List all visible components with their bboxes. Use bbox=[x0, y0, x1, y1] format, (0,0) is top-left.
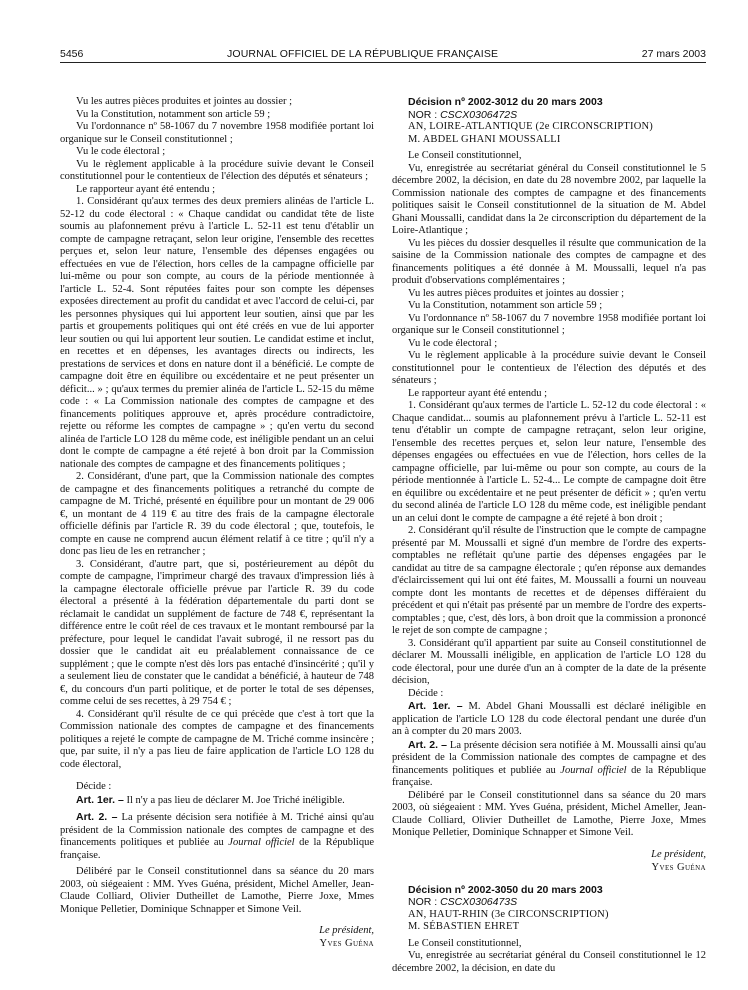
right-para: Vu la Constitution, notamment son article 59 ; bbox=[408, 300, 603, 311]
article-2-text-end: de la République française. bbox=[392, 764, 706, 788]
article-2-text: La présente décision sera notifiée à M. Moussalli ainsi qu'au président de la Commission nationale des comptes de campagne et des financements politiques et publiée au bbox=[392, 739, 707, 776]
signature-role: Le président, bbox=[319, 925, 374, 936]
article-2-text-end: de la République française. bbox=[60, 837, 374, 861]
left-para: 2. Considérant, d'une part, que la Commission nationale des comptes de campagne et des financements politiques a retranché du compte de campagne de M. Triché, présenté en équilibre pour un montant de 29 006 €, un montant de 4 119 € au titre des frais de la campagne électorale officielle définis par l'article R. 39 du code électoral ; que, toutefois, le compte en cause ne comprend aucun élément relatif à ce titre ; qu'il n'y a donc pas lieu de les en retrancher ; bbox=[60, 471, 374, 557]
page-header bbox=[60, 44, 706, 63]
parties: M. ABDEL GHANI MOUSSALLI bbox=[408, 133, 561, 145]
article-2-label: Art. 2. – bbox=[76, 811, 118, 823]
article-1-label: Art. 1er. – bbox=[76, 793, 124, 806]
signature-block bbox=[60, 924, 374, 950]
right-para: Le rapporteur ayant été entendu ; bbox=[408, 387, 548, 399]
journal-officiel-ref: Journal officiel bbox=[560, 764, 627, 776]
journal-officiel-ref: Journal officiel bbox=[228, 837, 295, 848]
article-1-text: M. Abdel Ghani Moussalli est déclaré inéligible en application de l'article LO 128 du code électoral pendant une durée d'un an à compter du 20 mars 2003. bbox=[392, 701, 706, 737]
right-para: Le Conseil constitutionnel, bbox=[408, 150, 522, 161]
page-number: 5456 bbox=[60, 48, 84, 60]
nor-code: CSCX0306473S bbox=[440, 896, 518, 908]
right-para: Vu les pièces du dossier desquelles il résulte que communication de la saisine de la Commission nationale des comptes de campagne et des financements politiques a été donnée à M. Moussalli, lequel n'a pas produit d'observations complémentaires ; bbox=[392, 237, 706, 286]
right-para: Le Conseil constitutionnel, bbox=[408, 937, 522, 949]
left-para: 4. Considérant qu'il résulte de ce qui précède que c'est à tort que la Commission nationale des comptes de campagne et des financements politiques a rejeté le compte de campagne de M. Triché comme insincère ; que, par suite, il n'y a pas lieu de faire application de l'article LO 128 du code électoral, bbox=[60, 708, 374, 770]
left-para: Le rapporteur ayant été entendu ; bbox=[76, 183, 216, 195]
right-column bbox=[392, 96, 706, 975]
right-para: Vu, enregistrée au secrétariat général du Conseil constitutionnel le 5 décembre 2002, la décision, en date du 28 novembre 2002, par laquelle la Commission nationale des comptes de campagne et des financements politiques saisit le Conseil constitutionnel de la situation de M. Abdel Ghani Moussalli, candidat dans la 2e circonscription du département de la Loire-Atlantique ; bbox=[392, 162, 706, 236]
nor-label: NOR : bbox=[408, 108, 441, 121]
left-para: Vu l'ordonnance nº 58-1067 du 7 novembre 1958 modifiée portant loi organique sur le Conseil constitutionnel ; bbox=[60, 121, 374, 145]
article-2-text: La présente décision sera notifiée à M. Triché ainsi qu'au président de la Commission nationale des comptes de campagne et des financements politiques et publiée au bbox=[60, 812, 374, 848]
right-para: Vu l'ordonnance nº 58-1067 du 7 novembre 1958 modifiée portant loi organique sur le Conseil constitutionnel ; bbox=[392, 312, 706, 336]
deliberation: Délibéré par le Conseil constitutionnel dans sa séance du 20 mars 2003, où siégeaient : MM. Yves Guéna, président, Michel Ameller, Jean-Claude Colliard, Olivier Dutheillet de Lamothe, Pierre Joxe, Mmes Monique Pelletier, Dominique Schnapper et Simone Veil. bbox=[60, 866, 374, 915]
left-para: Vu le code électoral ; bbox=[76, 146, 166, 157]
article-2-label: Art. 2. – bbox=[408, 738, 448, 751]
left-para: Vu la Constitution, notamment son article 59 ; bbox=[76, 108, 271, 120]
right-para: 3. Considérant qu'il appartient par suite au Conseil constitutionnel de déclarer M. Moussalli inéligible, en application de l'article LO 128 du code électoral, pour une durée d'un an à compter de la date de la présente décision, bbox=[392, 637, 706, 686]
article-1-text: Il n'y a pas lieu de déclarer M. Joe Triché inéligible. bbox=[126, 794, 345, 806]
article-1 bbox=[60, 794, 374, 808]
decision-title: Décision nº 2002-3012 du 20 mars 2003 bbox=[408, 96, 603, 108]
left-column bbox=[60, 96, 374, 975]
right-para: Vu, enregistrée au secrétariat général du Conseil constitutionnel le 12 décembre 2002, la décision, en date du bbox=[392, 950, 706, 974]
signature-block bbox=[392, 848, 706, 874]
deliberation: Délibéré par le Conseil constitutionnel dans sa séance du 20 mars 2003, où siégeaient : MM. Yves Guéna, président, Michel Ameller, Jean-Claude Colliard, Olivier Dutheillet de Lamothe, Pierre Joxe, Mmes Monique Pelletier, Dominique Schnapper et Simone Veil. bbox=[392, 789, 706, 838]
article-2 bbox=[60, 811, 374, 862]
signature-name: Yves Guéna bbox=[319, 938, 374, 949]
right-para: Vu les autres pièces produites et jointes au dossier ; bbox=[408, 287, 625, 299]
signature-role: Le président, bbox=[651, 848, 706, 860]
article-1-label: Art. 1er. – bbox=[408, 700, 463, 712]
right-para: Vu le règlement applicable à la procédure suivie devant le Conseil constitutionnel pour le contentieux de l'élection des députés et des sénateurs ; bbox=[392, 350, 706, 386]
left-para: Vu le règlement applicable à la procédure suivie devant le Conseil constitutionnel pour le contentieux de l'élection des députés et sénateurs ; bbox=[60, 158, 374, 182]
nor-reference bbox=[392, 896, 706, 909]
text-columns bbox=[60, 96, 706, 975]
left-para: 3. Considérant, d'autre part, que si, postérieurement au dépôt du compte de campagne, l'imprimeur chargé des travaux d'impression liés à la campagne électorale officielle prévue par l'article R. 39 du code électoral a présenté à la fédération départementale du parti dont se réclamait le candidat un supplément de facture de 748 €, représentant la différence entre le coût réel de ces travaux et le montant remboursé par la préfecture, pour lequel le candidat l'avait subrogé, il ne ressort pas du dossier que le candidat ait eu préalablement connaissance de ce supplément ; que le compte n'est dès lors pas entaché d'insincérité ; qu'il y a seulement lieu de constater que le candidat a bénéficié, à hauteur de 748 €, du concours d'un parti politique, et de porter le total de ses dépenses, comme celui de ses recettes, à 29 754 € ; bbox=[60, 558, 374, 707]
nor-label: NOR : bbox=[408, 896, 441, 908]
decide-heading: Décide : bbox=[408, 687, 444, 699]
left-para: Vu les autres pièces produites et jointes au dossier ; bbox=[76, 96, 293, 107]
nor-code: CSCX0306472S bbox=[440, 108, 518, 121]
signature-name: Yves Guéna bbox=[651, 861, 706, 873]
issue-date: 27 mars 2003 bbox=[641, 48, 706, 60]
constituency: AN, HAUT-RHIN (3e CIRCONSCRIPTION) bbox=[408, 908, 609, 920]
article-2 bbox=[392, 739, 706, 790]
decision-title: Décision nº 2002-3050 du 20 mars 2003 bbox=[408, 883, 603, 896]
decide-heading: Décide : bbox=[76, 781, 112, 792]
journal-title: JOURNAL OFFICIEL DE LA RÉPUBLIQUE FRANÇAISE bbox=[226, 48, 499, 60]
left-para: 1. Considérant qu'aux termes des deux premiers alinéas de l'article L. 52-12 du code électoral : « Chaque candidat ou candidat tête de liste soumis au plafonnement prévu à l'article L. 52-11 est tenu d'établir un compte de campagne retraçant, selon leur origine, l'ensemble des recettes perçues et, selon leur nature, l'ensemble des dépenses engagées ou effectuées en vue de l'élection, hors celles de la campagne officielle par lui-même ou pour son compte, au cours de la période mentionnée à l'article L. 52-4. Sont réputées faites pour son compte les dépenses exposées directement au profit du candidat et avec l'accord de celui-ci, par les personnes physiques qui lui apportent leur soutien, ainsi que par les partis et groupements politiques qui ont été créés en vue de lui apporter leur soutien ou qui lui apportent leur soutien. Le candidat estime et inclut, en recettes et en dépenses, les avantages directs ou indirects, les prestations de services et dons en nature dont il a bénéficié. Le compte de campagne doit être en équilibre ou excédentaire et ne peut présenter un déficit... » ; qu'aux termes du premier alinéa de l'article L. 52-15 du même code : « La Commission nationale des comptes de campagne et des financements politiques approuve et, après procédure contradictoire, rejette ou réforme les comptes de campagne » ; qu'en vertu du second alinéa de l'article LO 128 du même code, est inéligible pendant un an celui dont le compte de campagne a été rejeté à bon droit par la Commission nationale des comptes de campagne et des financements politiques ; bbox=[60, 196, 374, 470]
right-para: 2. Considérant qu'il résulte de l'instruction que le compte de campagne présenté par M. Moussalli et signé d'un membre de l'ordre des experts-comptables ne reflétait qu'une partie des dépenses engagées par le candidat au titre de sa campagne électorale ; qu'en réponse aux demandes d'éclaircissement qui lui ont été faites, M. Moussalli a fourni un nouveau compte dont les montants de recettes et de dépenses différaient du précédent et qui n'était pas présenté par un membre de l'ordre des experts-comptables ; que, c'est, dès lors, à bon droit que la commission a prononcé le rejet de son compte de campagne ; bbox=[392, 525, 706, 636]
right-para: 1. Considérant qu'aux termes de l'article L. 52-12 du code électoral : « Chaque candidat... soumis au plafonnement prévu à l'article L. 52-11 est tenu d'établir un compte de campagne retraçant, selon leur origine, l'ensemble des recettes perçues et, selon leur nature, l'ensemble des dépenses engagées ou effectuées en vue de l'élection, hors celles de la campagne officielle, par lui-même ou pour son compte, au cours de la période mentionnée à l'article L. 52-4... Le compte de campagne doit être en équilibre ou excédentaire et ne peut présenter de déficit » ; qu'en vertu du second alinéa de l'article LO 128 du même code, est inéligible pendant un an celui dont le compte de campagne a été rejeté à bon droit ; bbox=[392, 400, 706, 524]
parties: M. SÉBASTIEN EHRET bbox=[408, 921, 520, 932]
right-para: Vu le code électoral ; bbox=[408, 337, 498, 349]
article-1 bbox=[392, 700, 706, 739]
nor-reference bbox=[392, 109, 706, 122]
constituency: AN, LOIRE-ATLANTIQUE (2e CIRCONSCRIPTION) bbox=[408, 121, 654, 132]
